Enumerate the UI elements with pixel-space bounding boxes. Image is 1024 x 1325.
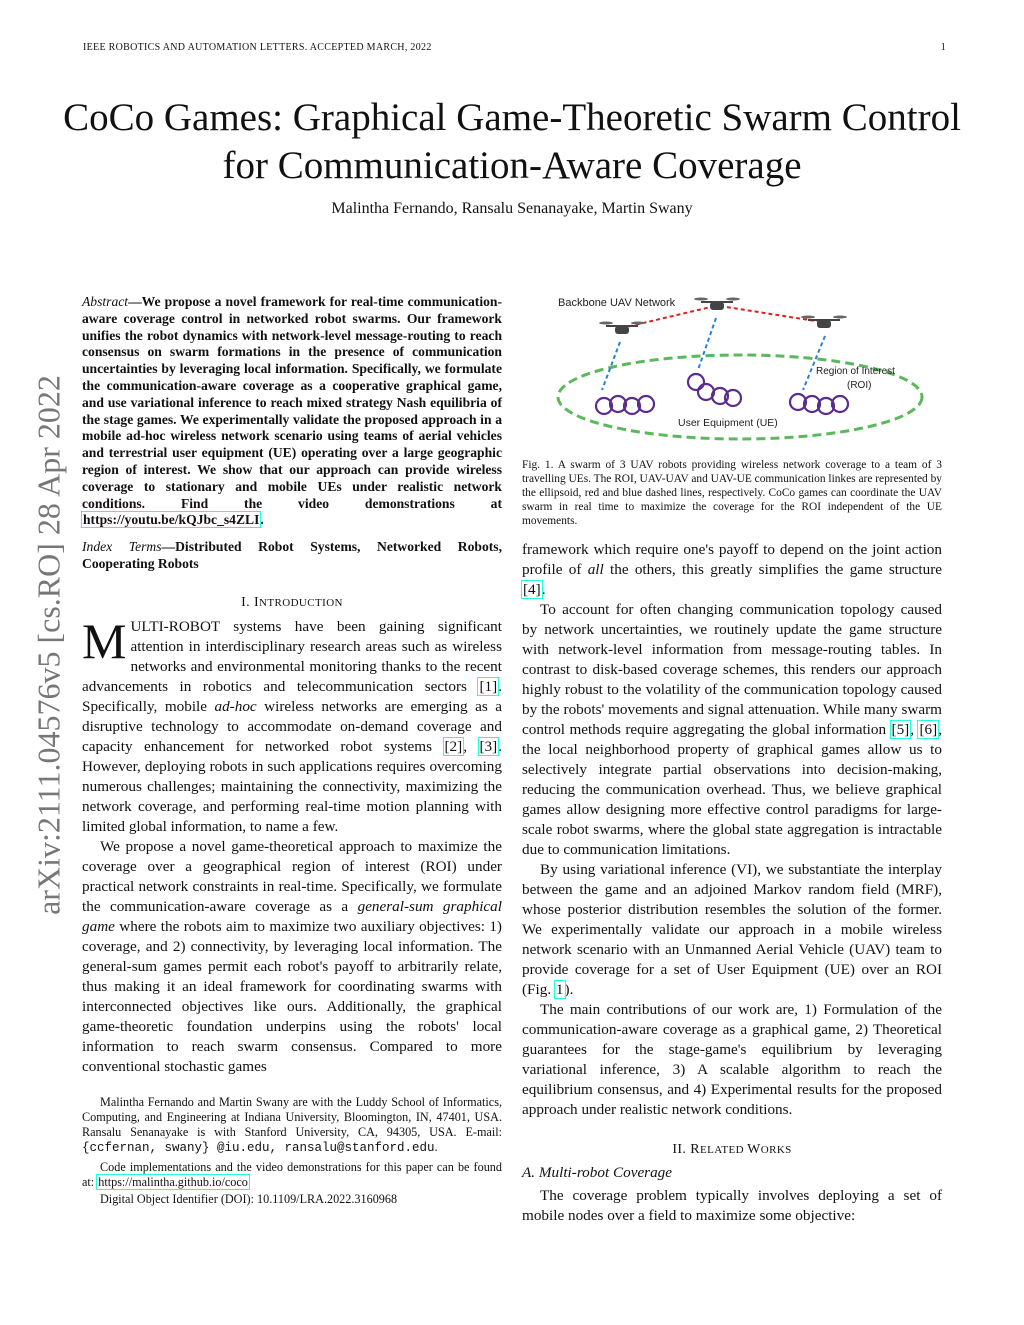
right-column xyxy=(522,290,942,1226)
text-italic: ad-hoc xyxy=(214,697,257,715)
text: Code implementations and the video demonstrations for this paper can be found at: xyxy=(82,1159,502,1189)
text: To account for often changing communication topology caused by network uncertainties, we routinely update the game structure with network-level information from message-routing tables. In contrast to disk-based coverage schemes, this renders our approach highly robust to the volatility of the communication topology caused by the robots' movements and signal attenuation. While many swarm control methods require aggregating the global information xyxy=(522,601,942,738)
citation-link[interactable]: [1] xyxy=(479,677,498,695)
text: where the robots aim to maximize two auxiliary objectives: 1) coverage, and 2) connectivity, by leveraging local information. The general-sum games permit each robot's payoff to arbitrarily relate, thus making it an ideal framework for coordinating swarms with interconnected objectives like ours. Additionally, the graphical game-theoretic foundation underpins using the robots' local information to reach swarm consensus. Compared to more conventional stochastic games xyxy=(82,917,502,1075)
author-list: Malintha Fernando, Ransalu Senanayake, Martin Swany xyxy=(331,200,693,217)
intro-paragraph-1 xyxy=(82,612,503,837)
citation-link[interactable]: [6] xyxy=(919,721,938,738)
text-italic: all xyxy=(587,561,604,578)
section-rest: ELATED xyxy=(700,1144,748,1156)
figure-caption: Fig. 1. A swarm of 3 UAV robots providing wireless network coverage to a team of 3 travelling UEs. The ROI, UAV-UAV and UAV-UE communication linkes are represented by the ellipsoid, red and blue dashed lines, respectively. CoCo games can coordinate the UAV swarm in real time to maximize the coverage for the ROI independent of the UE movements. xyxy=(522,459,942,527)
page-number: 1 xyxy=(940,42,946,53)
index-terms-text: —Distributed Robot Systems, Networked Robots, Cooperating Robots xyxy=(82,539,502,571)
text: Malintha Fernando and Martin Swany are with the Luddy School of Informatics, Computing, and Engineering at Indiana University, Bloomington, IN, 47401, USA. Ransalu Senanayake is with Stanford University, CA, 94305, USA. E-mail: xyxy=(82,1094,502,1139)
text: , xyxy=(463,737,479,755)
email-addresses: {ccfernan, swany} @iu.edu, ransalu@stanford.edu xyxy=(82,1140,435,1155)
section-num: I. xyxy=(241,594,254,610)
paper-title: CoCo Games: Graphical Game-Theoretic Swarm Control for Communication-Aware Coverage xyxy=(63,96,961,187)
figure-reference-link[interactable]: 1 xyxy=(555,981,564,998)
abstract-text: —We propose a novel framework for real-time communication-aware coverage control in networked robot swarms. Our framework unifies the robot dynamics with network-level message-routing to reach consensus on swarm formations in the presence of communication uncertainties by leveraging local information. Specifically, we formulate the communication-aware coverage as a cooperative graphical game, and use variational inference to reach mixed strategy Nash equilibria of the stage games. We experimentally validate the proposed approach in a mobile ad-hoc wireless network scenario using teams of aerial vehicles and terrestrial user equipment (UE) operating over a large geographic region of interest. We show that our approach can provide wireless coverage to stationary and mobile UEs under realistic network conditions. Find the video demonstrations at xyxy=(82,294,502,511)
right-paragraph-1 xyxy=(522,540,942,600)
arxiv-id: arXiv:2111.04576v5 [cs.RO] 28 Apr 2022 xyxy=(30,375,67,915)
text-italic: general-sum graphical game xyxy=(82,897,502,935)
text: ULTI-ROBOT systems have been gaining significant attention in interdisciplinary research areas such as wireless networks and environmental monitoring thanks to the recent advancements in robotics and telecommunication sectors xyxy=(82,617,502,695)
abstract-end: . xyxy=(260,512,264,528)
footnotes xyxy=(82,1095,502,1207)
roi-label-abbrev: (ROI) xyxy=(847,380,872,391)
right-paragraph-5: The coverage problem typically involves deploying a set of mobile nodes over a field to maximize some objective: xyxy=(522,1187,942,1224)
text: , xyxy=(910,721,919,738)
arxiv-sidebar xyxy=(30,345,68,945)
abstract xyxy=(82,294,502,529)
section-num: II. xyxy=(672,1142,691,1157)
text: We propose a novel game-theoretical approach to maximize the coverage over a geographical region of interest (ROI) under practical network constraints in real-time. Specifically, we formulate the communication-aware coverage as a xyxy=(82,837,502,915)
section-rest: ORKS xyxy=(760,1144,792,1156)
section-heading-related-works xyxy=(522,1142,942,1158)
running-header: IEEE ROBOTICS AND AUTOMATION LETTERS. ACCEPTED MARCH, 2022 xyxy=(83,42,432,53)
index-terms xyxy=(82,539,502,573)
text: By using variational inference (VI), we substantiate the interplay between the game and an adjoined Markov random field (MRF), whose posterior distribution resembles the solution of the former. We experimentally validate our approach in a mobile wireless network scenario with an Unmanned Aerial Vehicle (UAV) team to provide coverage for a set of User Equipment (UE) over an ROI (Fig. xyxy=(522,861,942,998)
text: ). xyxy=(564,981,574,998)
intro-paragraph-2 xyxy=(82,837,502,1077)
abstract-label: Abstract xyxy=(82,294,129,309)
code-footnote xyxy=(82,1160,502,1190)
left-column xyxy=(82,294,502,1207)
right-paragraph-4: The main contributions of our work are, 1) Formulation of the communication-aware coverage as a graphical game, 2) Theoretical guarantees for the stage-game's equilibrium by leveraging variational inference, 3) A scalable algorithm to reach the equilibrium consensus, and 4) Experimental results for the proposed approach under realistic network conditions. xyxy=(522,1001,942,1118)
section-letter: R xyxy=(690,1142,700,1157)
index-terms-label: Index Terms xyxy=(82,539,162,555)
citation-link[interactable]: [5] xyxy=(891,721,910,738)
video-link[interactable]: https://youtu.be/kQJbc_s4ZLI xyxy=(83,512,260,528)
text: framework which require one's payoff to depend on the joint action profile of xyxy=(522,541,942,578)
text: the others, this greatly simplifies the game structure xyxy=(603,561,942,578)
section-heading-introduction xyxy=(82,595,502,611)
text: . xyxy=(541,581,546,598)
text: , the local neighborhood property of graphical games allow us to selectively integrate partial observations into decision-making, reducing the communication overhead. Thus, we believe graphical games allow designing more effective control paradigms for large-scale robot swarms, where the global state aggregation is intractable due to communication limitations. xyxy=(522,721,942,858)
right-paragraph-2 xyxy=(522,600,942,860)
text: wireless networks are emerging as a disruptive technology to accommodate on-demand coverage and capacity enhancement for networked robot systems xyxy=(82,697,502,755)
right-paragraph-3 xyxy=(522,860,942,1000)
citation-link[interactable]: [4] xyxy=(523,581,541,598)
section-rest: NTRODUCTION xyxy=(259,596,343,609)
text: . However, deploying robots in such applications requires overcoming numerous challenges; maintaining the connectivity, maximizing the network coverage, and performing real-time motion planning with limited global information, to name a few. xyxy=(82,737,503,835)
section-first: I xyxy=(253,594,260,610)
section-letter: W xyxy=(747,1142,761,1157)
text: . xyxy=(434,1139,438,1154)
ue-label: User Equipment (UE) xyxy=(678,417,778,429)
affiliation-footnote xyxy=(82,1095,502,1156)
backbone-label: Backbone UAV Network xyxy=(558,297,676,309)
doi-footnote: Digital Object Identifier (DOI): 10.1109/LRA.2022.3160968 xyxy=(100,1191,398,1206)
roi-label: Region of Interest xyxy=(816,366,895,377)
subsection-heading: A. Multi-robot Coverage xyxy=(522,1164,673,1181)
dropcap: M xyxy=(82,612,127,669)
citation-link[interactable]: [3] xyxy=(479,737,498,755)
text: . Specifically, mobile xyxy=(82,677,502,715)
citation-link[interactable]: [2] xyxy=(444,737,463,755)
code-link[interactable]: https://malintha.github.io/coco xyxy=(98,1174,248,1189)
